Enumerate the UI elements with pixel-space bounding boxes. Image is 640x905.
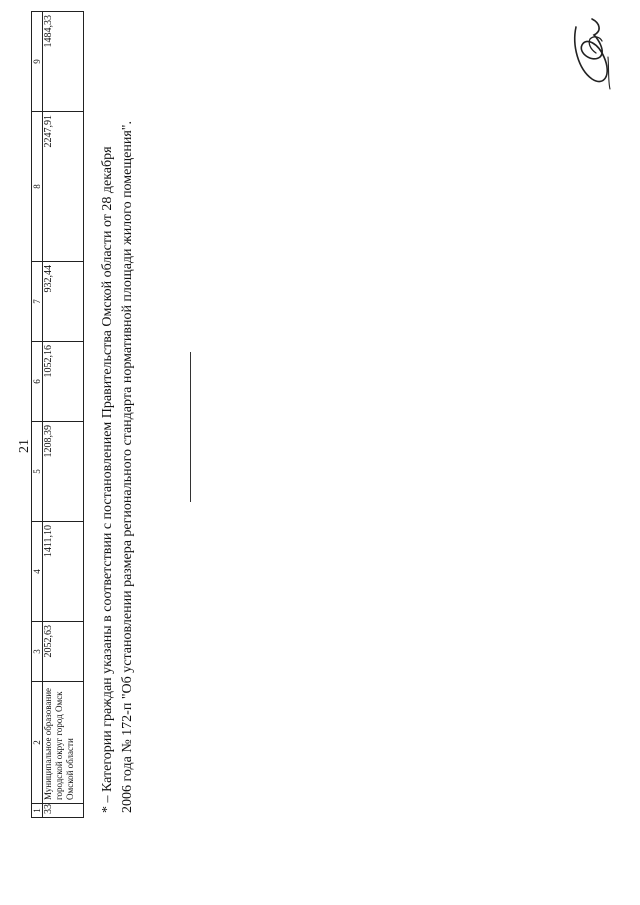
value-cell: 1411,10 [43, 522, 84, 622]
header-cell: 7 [32, 262, 43, 342]
value-cell: 1052,16 [43, 342, 84, 422]
separator-line [190, 352, 191, 502]
page-number: 21 [17, 439, 32, 453]
table-header-row [32, 12, 43, 818]
header-cell: 2 [32, 682, 43, 804]
header-cell: 8 [32, 112, 43, 262]
signature-mark [568, 15, 618, 97]
value-cell: 2247,91 [43, 112, 84, 262]
header-cell: 6 [32, 342, 43, 422]
value-cell: 932,44 [43, 262, 84, 342]
header-cell: 4 [32, 522, 43, 622]
header-cell: 1 [32, 804, 43, 818]
data-table [31, 11, 84, 818]
header-cell: 9 [32, 12, 43, 112]
municipality-name: Муниципальное образование городской округ город Омск Омской области [43, 682, 84, 804]
row-index: 33 [43, 804, 84, 818]
value-cell: 1484,33 [43, 12, 84, 112]
footnote-line: 2006 года № 172-п "Об установлении размера регионального стандарта нормативной площади жилого помещения". [120, 121, 135, 813]
header-cell: 5 [32, 422, 43, 522]
footnote-line: * – Категории граждан указаны в соответствии с постановлением Правительства Омской области от 28 декабря [100, 146, 115, 813]
footnote [98, 13, 138, 813]
value-cell: 2052,63 [43, 622, 84, 682]
header-cell: 3 [32, 622, 43, 682]
table-row [43, 12, 84, 818]
value-cell: 1208,39 [43, 422, 84, 522]
